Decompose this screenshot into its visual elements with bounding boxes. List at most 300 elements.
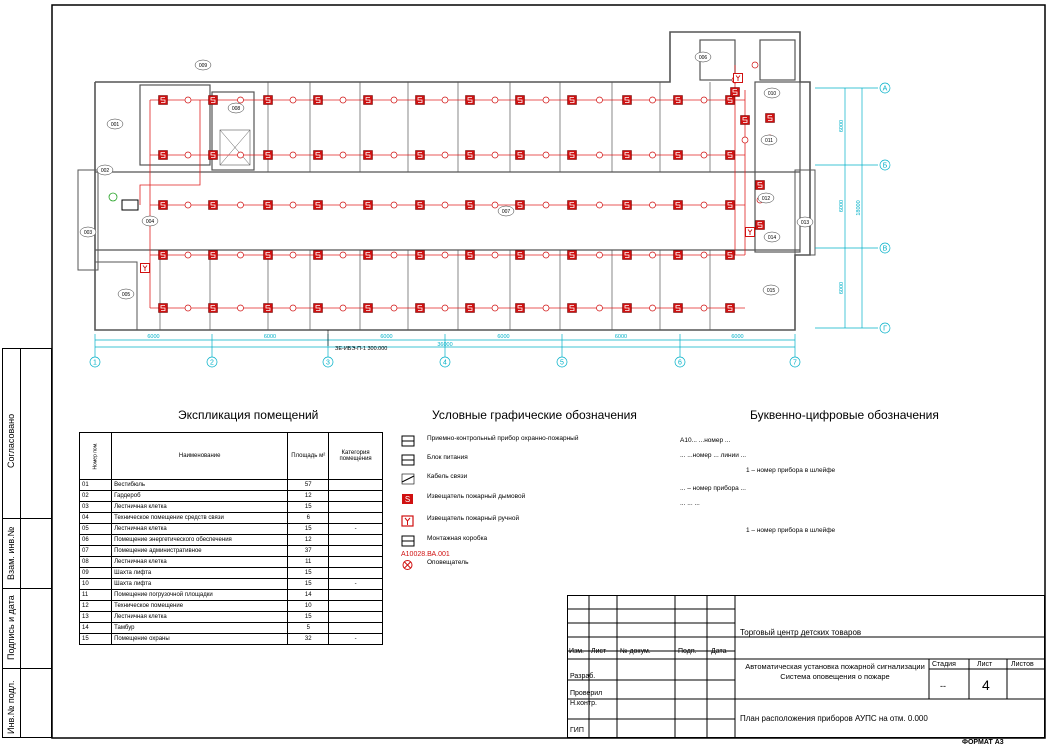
smoke-detector-icon	[726, 201, 735, 210]
cell-name: Лестничная клетка	[112, 502, 288, 513]
col-sheet: Лист	[591, 648, 607, 655]
legend-title: Условные графические обозначения	[432, 408, 637, 422]
sheet-number: 4	[982, 677, 990, 693]
junction-box-icon	[650, 252, 656, 258]
col-area-header: Площадь м²	[288, 433, 329, 480]
cell-cat	[329, 590, 383, 601]
legend-item-label: Оповещатель	[427, 559, 469, 566]
smoke-detector-icon	[364, 96, 373, 105]
smoke-detector-icon	[623, 151, 632, 160]
junction-box-icon	[742, 137, 748, 143]
svg-text:003: 003	[83, 230, 93, 236]
panel-icon	[401, 434, 415, 446]
table-row	[80, 634, 383, 645]
cell-cat	[329, 623, 383, 634]
junction-box-icon	[290, 252, 296, 258]
cell-name: Лестничная клетка	[112, 612, 288, 623]
psu-icon	[401, 453, 415, 465]
cell-name: Лестничная клетка	[112, 524, 288, 535]
smoke-detector-icon	[209, 96, 218, 105]
table-row	[80, 623, 383, 634]
junction-box-icon	[290, 152, 296, 158]
junction-box-icon	[650, 97, 656, 103]
cell-cat	[329, 513, 383, 524]
junction-box-icon	[492, 97, 498, 103]
legend-item-label: Извещатель пожарный дымовой	[427, 493, 526, 500]
smoke-detector-icon	[623, 304, 632, 313]
room-tag	[764, 232, 780, 242]
manual-call-point-icon	[734, 74, 743, 83]
cell-name: Шахта лифта	[112, 568, 288, 579]
room-tag	[107, 119, 123, 129]
cell-num: 02	[80, 491, 112, 502]
cell-area: 11	[288, 557, 329, 568]
height-dimension: 6000	[839, 119, 845, 133]
room-tag	[761, 135, 777, 145]
room-tag	[97, 165, 113, 175]
smoke-detector-icon	[264, 151, 273, 160]
smoke-detector-icon	[466, 151, 475, 160]
table-row	[80, 502, 383, 513]
column-axis-6: 6	[678, 359, 682, 367]
code-line: 1 – номер прибора в шлейфе	[746, 467, 836, 474]
junction-box-icon	[492, 152, 498, 158]
sheet-title: План расположения приборов АУПС на отм. 0.000	[740, 714, 928, 723]
height-dimension: 6000	[839, 199, 845, 213]
smoke-detector-icon	[623, 96, 632, 105]
cell-cat	[329, 557, 383, 568]
room-tag	[763, 285, 779, 295]
cell-area: 12	[288, 491, 329, 502]
legend-item-label: Блок питания	[427, 454, 468, 461]
junction-box-icon	[492, 202, 498, 208]
sounder-icon	[109, 193, 117, 201]
smoke-detector-icon	[466, 304, 475, 313]
cell-area: 14	[288, 590, 329, 601]
smoke-detector-icon	[516, 304, 525, 313]
smoke-detector-icon	[159, 251, 168, 260]
smoke-detector-icon	[674, 304, 683, 313]
table-row	[80, 557, 383, 568]
cell-cat	[329, 568, 383, 579]
smoke-detector-icon	[741, 116, 750, 125]
code-line: ... ...номер ... линии ...	[680, 452, 747, 459]
junction-box-icon	[185, 252, 191, 258]
cell-num: 03	[80, 502, 112, 513]
junction-box-icon	[701, 202, 707, 208]
smoke-detector-icon	[568, 201, 577, 210]
smoke-detector-icon	[516, 96, 525, 105]
smoke-detector-icon	[364, 201, 373, 210]
legend-item-label: Монтажная коробка	[427, 535, 488, 542]
svg-text:006: 006	[698, 55, 708, 61]
room-tag	[758, 193, 774, 203]
cell-num: 14	[80, 623, 112, 634]
smoke-detector-icon	[516, 251, 525, 260]
box-icon	[401, 534, 415, 546]
column-axis-5: 5	[560, 359, 564, 367]
smoke-detector-icon	[623, 201, 632, 210]
control-panel-icon	[122, 200, 138, 210]
junction-box-icon	[597, 202, 603, 208]
col-sign: Подп.	[678, 648, 697, 655]
height-dimension: 6000	[839, 281, 845, 295]
junction-box-icon	[238, 97, 244, 103]
junction-box-icon	[650, 202, 656, 208]
junction-box-icon	[442, 202, 448, 208]
junction-box-icon	[701, 97, 707, 103]
junction-box-icon	[391, 252, 397, 258]
junction-box-icon	[543, 152, 549, 158]
junction-box-icon	[442, 252, 448, 258]
smoke-detector-icon	[314, 304, 323, 313]
table-row	[80, 546, 383, 557]
svg-text:S: S	[404, 495, 411, 504]
row-axis-Г: Г	[883, 325, 887, 333]
cell-area: 15	[288, 612, 329, 623]
span-dimension: 6000	[263, 334, 277, 340]
cell-num: 15	[80, 634, 112, 645]
cell-cat	[329, 535, 383, 546]
smoke-detector-icon	[466, 96, 475, 105]
smoke-detector-icon	[209, 151, 218, 160]
junction-box-icon	[597, 305, 603, 311]
junction-box-icon	[543, 97, 549, 103]
junction-box-icon	[701, 152, 707, 158]
smoke-detector-icon	[159, 96, 168, 105]
table-row	[80, 513, 383, 524]
span-dimension: 6000	[497, 334, 510, 340]
cell-area: 15	[288, 579, 329, 590]
cell-cat	[329, 491, 383, 502]
smoke-detector-icon	[209, 201, 218, 210]
smoke-detector-icon	[731, 88, 740, 97]
smoke-detector-icon	[314, 201, 323, 210]
table-row	[80, 568, 383, 579]
role-chief: ГИП	[570, 727, 584, 734]
svg-text:004: 004	[145, 219, 155, 225]
table-row	[80, 612, 383, 623]
cell-name: Помещение погрузочной площадки	[112, 590, 288, 601]
explication-table	[79, 432, 383, 645]
cell-num: 01	[80, 480, 112, 491]
cell-num: 07	[80, 546, 112, 557]
smoke-detector-icon	[766, 114, 775, 123]
legend-code: А10028.ВА.001	[401, 551, 450, 558]
junction-box-icon	[442, 97, 448, 103]
room-tag	[695, 52, 711, 62]
project-name: Торговый центр детских товаров	[740, 628, 862, 637]
span-dimension: 6000	[731, 334, 744, 340]
span-dimension: 6000	[147, 334, 160, 340]
smoke-detector-icon	[516, 201, 525, 210]
code-line: ... – номер прибора ...	[680, 485, 746, 492]
role-checker: Проверил	[570, 690, 603, 697]
cell-area: 57	[288, 480, 329, 491]
cell-area: 12	[288, 535, 329, 546]
junction-box-icon	[442, 305, 448, 311]
smoke-detector-icon	[264, 201, 273, 210]
svg-text:005: 005	[121, 292, 131, 298]
smoke-detector-icon	[756, 221, 765, 230]
smoke-detector-icon	[416, 304, 425, 313]
smoke-detector-icon	[159, 304, 168, 313]
cell-area: 5	[288, 623, 329, 634]
room-tag	[764, 88, 780, 98]
col-doc: № докум.	[620, 648, 651, 655]
smoke-detector-icon	[516, 151, 525, 160]
junction-box-icon	[185, 202, 191, 208]
cell-num: 06	[80, 535, 112, 546]
cell-num: 10	[80, 579, 112, 590]
system-title: Автоматическая установка пожарной сигнализации Система оповещения о пожаре	[745, 662, 925, 681]
cell-num: 13	[80, 612, 112, 623]
smoke-detector-icon	[466, 251, 475, 260]
smoke-detector-icon	[726, 304, 735, 313]
col-date: Дата	[711, 648, 727, 655]
sounder-icon	[401, 558, 415, 570]
svg-text:013: 013	[800, 220, 810, 226]
manual-call-point-icon	[141, 264, 150, 273]
sheet-label: Лист	[977, 661, 993, 668]
table-row	[80, 579, 383, 590]
smoke-detector-icon	[674, 201, 683, 210]
cell-name: Помещение охраны	[112, 634, 288, 645]
cell-cat	[329, 546, 383, 557]
smoke-detector-icon	[674, 251, 683, 260]
smoke-detector-icon	[209, 251, 218, 260]
side-label-agreed: Согласовано	[6, 413, 16, 468]
cell-area: 32	[288, 634, 329, 645]
height-dimension: 18000	[856, 200, 862, 216]
table-row	[80, 480, 383, 491]
cell-num: 09	[80, 568, 112, 579]
junction-box-icon	[238, 152, 244, 158]
col-change: Изм.	[569, 648, 584, 655]
svg-text:010: 010	[767, 91, 777, 97]
room-tag	[195, 60, 211, 70]
junction-box-icon	[340, 305, 346, 311]
junction-box-icon	[752, 62, 758, 68]
manual-icon	[401, 514, 415, 526]
smoke-detector-icon	[264, 304, 273, 313]
junction-box-icon	[391, 202, 397, 208]
junction-box-icon	[391, 97, 397, 103]
cell-cat: -	[329, 634, 383, 645]
cell-num: 12	[80, 601, 112, 612]
junction-box-icon	[340, 202, 346, 208]
smoke-detector-icon	[726, 151, 735, 160]
cell-name: Помещение административное	[112, 546, 288, 557]
cell-name: Гардероб	[112, 491, 288, 502]
junction-box-icon	[340, 152, 346, 158]
column-axis-3: 3	[326, 359, 330, 367]
cell-area: 15	[288, 568, 329, 579]
svg-text:009: 009	[198, 63, 208, 69]
cell-num: 11	[80, 590, 112, 601]
code-line: 1 – номер прибора в шлейфе	[746, 527, 836, 534]
junction-box-icon	[597, 252, 603, 258]
cell-name: Шахта лифта	[112, 579, 288, 590]
sheets-label: Листов	[1011, 661, 1034, 668]
smoke-detector-icon	[756, 181, 765, 190]
cell-area: 15	[288, 524, 329, 535]
role-normcontrol: Н.контр.	[570, 700, 597, 707]
smoke-detector-icon	[674, 151, 683, 160]
cell-num: 08	[80, 557, 112, 568]
junction-box-icon	[442, 152, 448, 158]
col-cat-header: Категория помещения	[329, 433, 383, 480]
smoke-detector-icon	[314, 251, 323, 260]
cell-cat	[329, 502, 383, 513]
stage-value: --	[940, 681, 946, 691]
junction-box-icon	[597, 97, 603, 103]
svg-text:007: 007	[501, 209, 511, 215]
cell-num: 04	[80, 513, 112, 524]
cell-name: Тамбур	[112, 623, 288, 634]
total-dimension: 36000	[437, 342, 453, 348]
junction-box-icon	[185, 152, 191, 158]
junction-box-icon	[492, 305, 498, 311]
cell-cat	[329, 480, 383, 491]
room-tag	[118, 289, 134, 299]
table-row	[80, 601, 383, 612]
junction-box-icon	[340, 252, 346, 258]
svg-text:015: 015	[766, 288, 776, 294]
cell-area: 37	[288, 546, 329, 557]
row-axis-В: В	[882, 245, 888, 253]
svg-text:008: 008	[231, 106, 241, 112]
smoke-detector-icon	[416, 151, 425, 160]
col-name-header: Наименование	[112, 433, 288, 480]
cell-name: Вестибюль	[112, 480, 288, 491]
junction-box-icon	[492, 252, 498, 258]
legend-item-label: Приемно-контрольный прибор охранно-пожарный	[427, 435, 579, 442]
legend-item-label: Извещатель пожарный ручной	[427, 515, 520, 522]
junction-box-icon	[650, 152, 656, 158]
smoke-detector-icon	[159, 201, 168, 210]
format-label: ФОРМАТ А3	[962, 739, 1004, 746]
junction-box-icon	[391, 305, 397, 311]
smoke-detector-icon	[416, 96, 425, 105]
smoke-detector-icon	[264, 251, 273, 260]
room-tag	[142, 216, 158, 226]
smoke-detector-icon	[416, 251, 425, 260]
room-tag	[797, 217, 813, 227]
span-dimension: 6000	[614, 334, 628, 340]
junction-box-icon	[290, 202, 296, 208]
table-row	[80, 590, 383, 601]
smoke-detector-icon	[264, 96, 273, 105]
smoke-detector-icon	[364, 151, 373, 160]
junction-box-icon	[340, 97, 346, 103]
smoke-detector-icon	[364, 304, 373, 313]
junction-box-icon	[543, 252, 549, 258]
cell-cat: -	[329, 579, 383, 590]
junction-box-icon	[290, 305, 296, 311]
span-dimension: 6000	[380, 334, 393, 340]
smoke-detector-icon	[568, 151, 577, 160]
junction-box-icon	[543, 305, 549, 311]
row-axis-Б: Б	[882, 162, 888, 170]
cable-callout: ЗЕ-ИБЭ-П-1 300.000	[335, 346, 388, 352]
table-row	[80, 535, 383, 546]
explication-title: Экспликация помещений	[178, 408, 319, 422]
svg-text:002: 002	[100, 168, 110, 174]
junction-box-icon	[185, 97, 191, 103]
junction-box-icon	[290, 97, 296, 103]
junction-box-icon	[185, 305, 191, 311]
cell-name: Техническое помещение	[112, 601, 288, 612]
cell-cat	[329, 601, 383, 612]
smoke-detector-icon	[314, 151, 323, 160]
side-label-signature: Подпись и дата	[6, 595, 16, 660]
cell-num: 05	[80, 524, 112, 535]
cell-name: Техническое помещение средств связи	[112, 513, 288, 524]
column-axis-7: 7	[793, 359, 797, 367]
svg-text:001: 001	[110, 122, 120, 128]
cable-icon	[401, 472, 415, 484]
table-row	[80, 524, 383, 535]
junction-box-icon	[597, 152, 603, 158]
cell-name: Помещение энергетического обеспечения	[112, 535, 288, 546]
room-tag	[498, 206, 514, 216]
legend-item-label: Кабель связи	[427, 473, 468, 480]
smoke-detector-icon	[314, 96, 323, 105]
cell-name: Лестничная клетка	[112, 557, 288, 568]
column-axis-1: 1	[93, 359, 97, 367]
smoke-detector-icon	[466, 201, 475, 210]
svg-text:011: 011	[765, 138, 773, 144]
smoke-detector-icon	[568, 251, 577, 260]
svg-text:012: 012	[761, 196, 771, 202]
codes-title: Буквенно-цифровые обозначения	[750, 408, 939, 422]
code-line: ... ... ...	[680, 500, 700, 507]
room-tag	[228, 103, 244, 113]
cell-area: 15	[288, 502, 329, 513]
role-developer: Разраб.	[570, 673, 596, 680]
junction-box-icon	[701, 252, 707, 258]
cell-cat: -	[329, 524, 383, 535]
cell-area: 10	[288, 601, 329, 612]
junction-box-icon	[238, 202, 244, 208]
side-label-replace: Взам. инв.№	[6, 526, 16, 580]
smoke-detector-icon	[159, 151, 168, 160]
side-label-inventory: Инв.№ подл.	[6, 680, 16, 734]
svg-text:014: 014	[767, 235, 777, 241]
room-tag	[80, 227, 96, 237]
smoke-detector-icon	[568, 304, 577, 313]
column-axis-2: 2	[210, 359, 214, 367]
junction-box-icon	[701, 305, 707, 311]
table-row	[80, 491, 383, 502]
smoke-detector-icon	[416, 201, 425, 210]
smoke-detector-icon	[674, 96, 683, 105]
junction-box-icon	[543, 202, 549, 208]
code-line: А10... ...номер ...	[680, 437, 731, 444]
manual-call-point-icon	[746, 228, 755, 237]
smoke-detector-icon	[209, 304, 218, 313]
junction-box-icon	[238, 305, 244, 311]
col-num-header: Номер пом.	[92, 442, 99, 470]
cell-area: 6	[288, 513, 329, 524]
junction-box-icon	[238, 252, 244, 258]
smoke-icon	[401, 492, 415, 504]
junction-box-icon	[650, 305, 656, 311]
stage-label: Стадия	[932, 661, 956, 668]
row-axis-А: А	[882, 85, 888, 93]
smoke-detector-icon	[364, 251, 373, 260]
